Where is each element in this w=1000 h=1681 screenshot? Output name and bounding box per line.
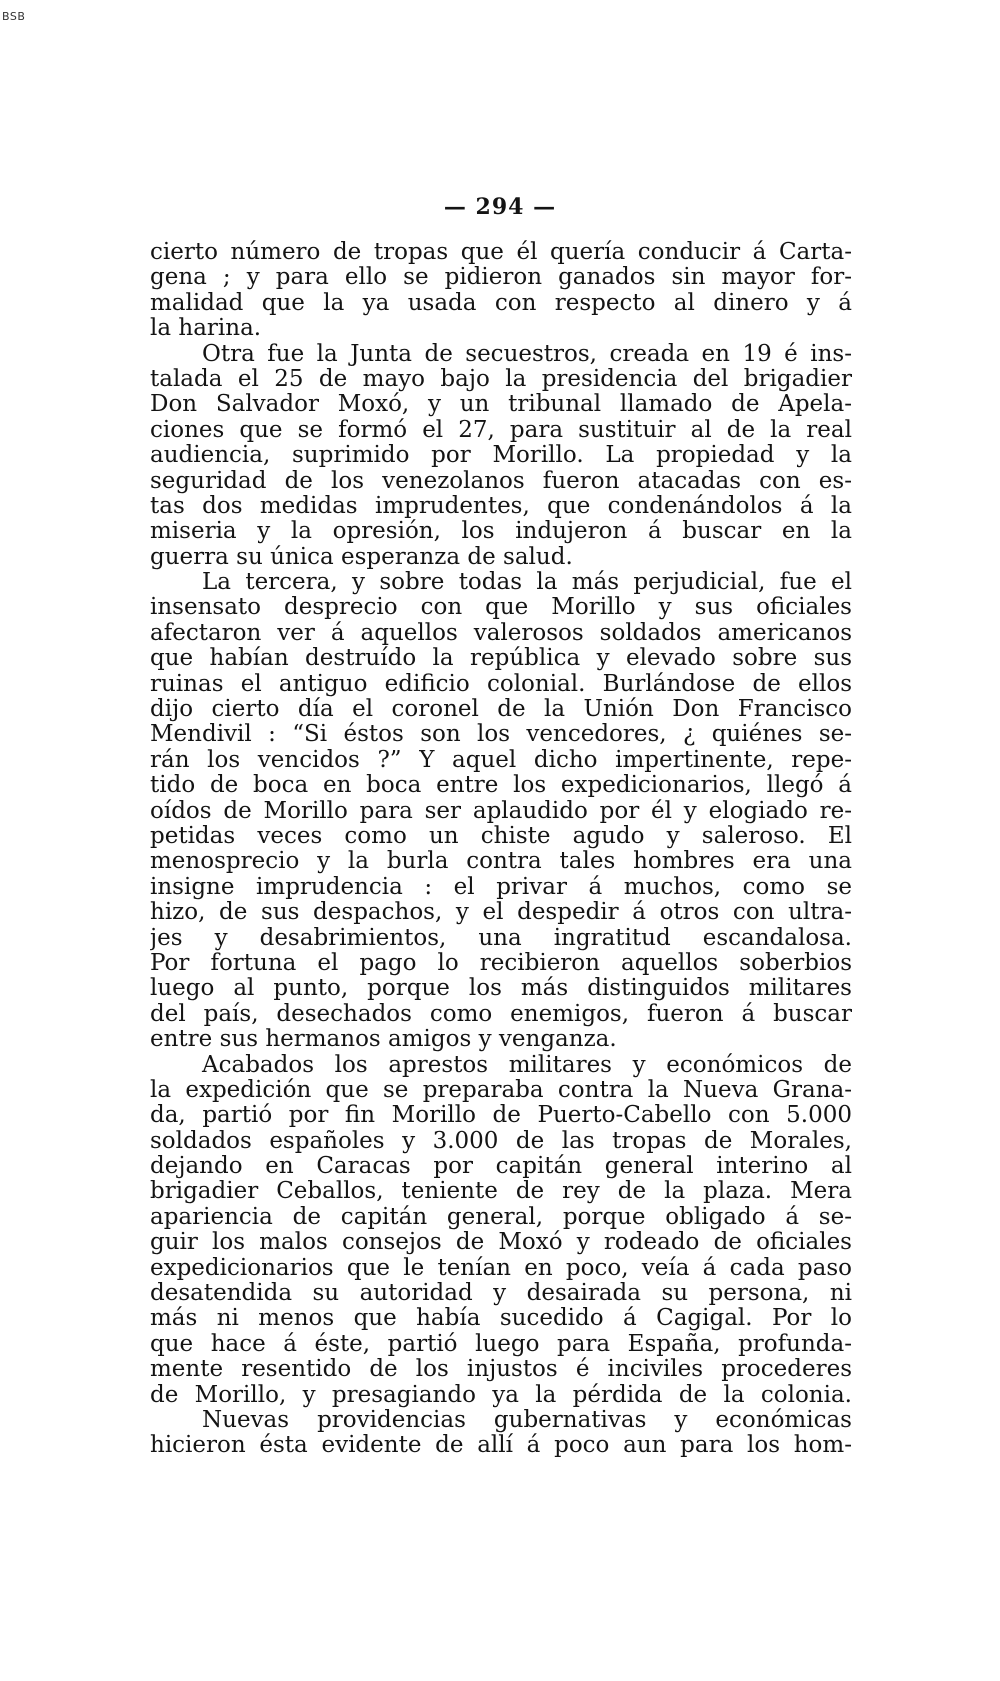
text-line: soldados españoles y 3.000 de las tropas de Morales, [150,1128,852,1154]
text-line: brigadier Ceballos, teniente de rey de la plaza. Mera [150,1179,852,1205]
text-line: menosprecio y la burla contra tales hombres era una [150,849,852,875]
text-line: más ni menos que había sucedido á Cagigal. Por lo [150,1306,852,1332]
text-line: cierto número de tropas que él quería conducir á Carta- [150,240,852,265]
text-line: gena ; y para ello se pidieron ganados sin mayor for- [150,265,852,291]
text-line: mente resentido de los injustos é inciviles procederes [150,1357,852,1383]
text-line: oídos de Morillo para ser aplaudido por él y elogiado re- [150,798,852,824]
text-line: expedicionarios que le tenían en poco, veía á cada paso [150,1255,852,1281]
text-line: que hace á éste, partió luego para España, profunda- [150,1331,852,1357]
text-line: la expedición que se preparaba contra la Nueva Grana- [150,1077,852,1103]
text-line: insigne imprudencia : el privar á muchos, como se [150,874,852,900]
text-line: da, partió por fin Morillo de Puerto-Cabello con 5.000 [150,1103,852,1129]
text-line: del país, desechados como enemigos, fueron á buscar [150,1001,852,1027]
text-line: Mendivil : “Si éstos son los vencedores, ¿ quiénes se- [150,722,852,748]
text-line: La tercera, y sobre todas la más perjudicial, fue el [202,570,852,596]
text-line: ruinas el antiguo edificio colonial. Burlándose de ellos [150,671,852,697]
text-line: rán los vencidos ?” Y aquel dicho impertinente, repe- [150,747,852,773]
text-line: de Morillo, y presagiando ya la pérdida de la colonia. [150,1382,852,1408]
text-line: tido de boca en boca entre los expedicionarios, llegó á [150,773,852,799]
text-line: dijo cierto día el coronel de la Unión Don Francisco [150,697,852,723]
text-line: guerra su única esperanza de salud. [150,544,573,570]
text-line: luego al punto, porque los más distinguidos militares [150,976,852,1002]
text-line: hizo, de sus despachos, y el despedir á otros con ultra- [150,900,852,926]
text-line: desatendida su autoridad y desairada su persona, ni [150,1281,852,1307]
text-line: ciones que se formó el 27, para sustituir al de la real [150,417,852,443]
text-line: la harina. [150,316,262,342]
text-line: entre sus hermanos amigos y venganza. [150,1027,617,1053]
text-line: Nuevas providencias gubernativas y económicas [202,1407,852,1433]
text-line: que habían destruído la república y elevado sobre sus [150,646,852,672]
text-line: talada el 25 de mayo bajo la presidencia del brigadier [150,366,852,392]
text-line: afectaron ver á aquellos valerosos soldados americanos [150,620,852,646]
page-number: — 294 — [443,194,557,220]
text-line: Don Salvador Moxó, y un tribunal llamado de Apela- [150,392,852,418]
text-line: Por fortuna el pago lo recibieron aquellos soberbios [150,950,852,976]
text-line: seguridad de los venezolanos fueron atacadas con es- [150,468,852,494]
text-line: malidad que la ya usada con respecto al dinero y á [150,290,852,316]
library-watermark: BSB [2,10,26,23]
text-line: apariencia de capitán general, porque obligado á se- [150,1204,852,1230]
text-line: jes y desabrimientos, una ingratitud escandalosa. [150,925,852,951]
text-line: Otra fue la Junta de secuestros, creada en 19 é ins- [202,341,852,367]
text-line: audiencia, suprimido por Morillo. La propiedad y la [150,443,852,469]
text-line: dejando en Caracas por capitán general interino al [150,1154,852,1180]
text-line: petidas veces como un chiste agudo y saleroso. El [150,823,852,849]
text-line: guir los malos consejos de Moxó y rodeado de oficiales [150,1230,852,1256]
text-line: insensato desprecio con que Morillo y sus oficiales [150,595,852,621]
text-line: miseria y la opresión, los indujeron á buscar en la [150,519,852,545]
text-line: Acabados los aprestos militares y económicos de [202,1052,852,1078]
body-text [150,240,852,1459]
text-line: hicieron ésta evidente de allí á poco aun para los hom- [150,1433,852,1459]
text-line: tas dos medidas imprudentes, que condenándolos á la [150,493,852,519]
